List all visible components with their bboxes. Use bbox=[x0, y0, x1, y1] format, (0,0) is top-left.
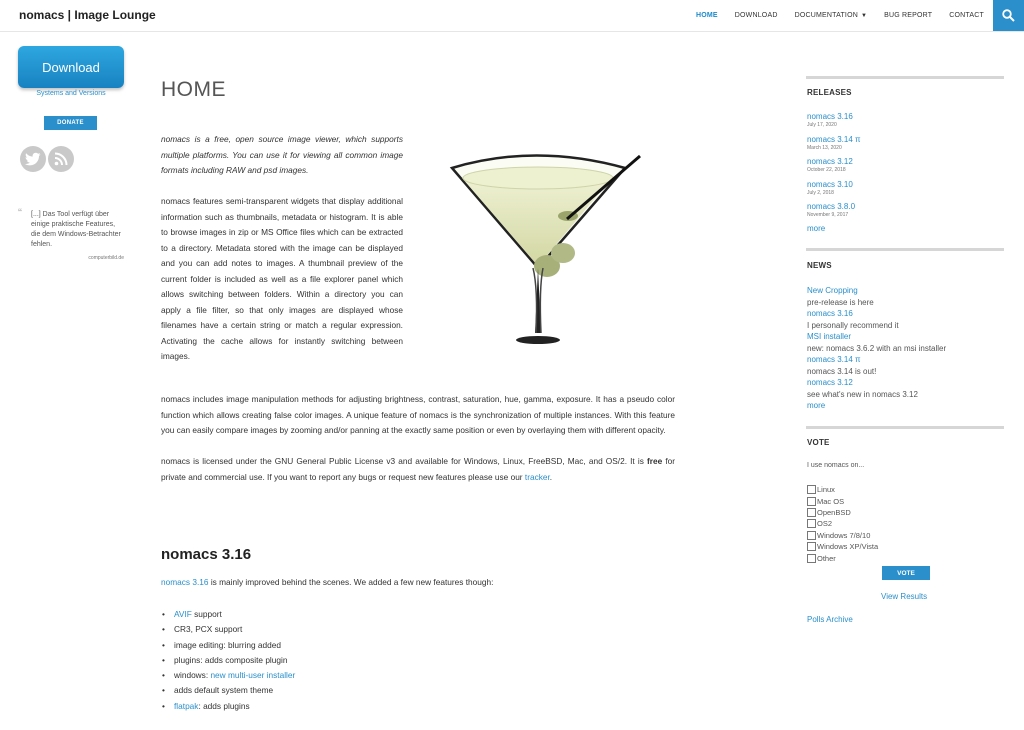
polls-archive-link[interactable]: Polls Archive bbox=[807, 615, 853, 624]
release-description: nomacs 3.16 is mainly improved behind the scenes. We added a few new features though: bbox=[161, 577, 494, 587]
main-nav bbox=[679, 0, 984, 31]
nav-download[interactable]: DOWNLOAD bbox=[734, 12, 778, 19]
top-bar bbox=[0, 0, 1024, 32]
martini-glass-image bbox=[440, 148, 650, 348]
news-item-link[interactable]: nomacs 3.14 π bbox=[807, 355, 861, 364]
vote-options bbox=[807, 484, 878, 564]
manipulation-paragraph: nomacs includes image manipulation methods for adjusting brightness, contrast, saturation, hue, gamma, exposure. It has a pseudo color function which allows creating false color images. A unique feature of nomacs is the synchronization of multiple instances. With this feature you can easily compare images by zooming and/or panning at the exactly same position or even by overlaying them with different opacity. bbox=[161, 394, 675, 435]
vote-option-windows-7-8-10[interactable]: Windows 7/8/10 bbox=[807, 530, 878, 541]
caret-down-icon: ▼ bbox=[860, 12, 868, 19]
release-item-link[interactable]: nomacs 3.10 bbox=[807, 179, 853, 189]
list-item: nomacs 3.10 July 2, 2018 bbox=[807, 179, 997, 202]
search-icon bbox=[1002, 9, 1015, 22]
list-item: nomacs 3.8.0 November 9, 2017 bbox=[807, 201, 997, 224]
releases-more-link[interactable]: more bbox=[807, 223, 826, 233]
nav-documentation[interactable]: DOCUMENTATION ▼ bbox=[794, 12, 868, 19]
list-item: • CR3, PCX support bbox=[161, 622, 295, 637]
checkbox[interactable] bbox=[807, 554, 816, 563]
nav-home[interactable]: HOME bbox=[695, 12, 718, 19]
search-button[interactable] bbox=[993, 0, 1024, 31]
news-item-link[interactable]: nomacs 3.12 bbox=[807, 378, 853, 387]
releases-title: RELEASES bbox=[807, 88, 852, 97]
page-title: HOME bbox=[161, 78, 226, 101]
systems-versions-link[interactable]: Systems and Versions bbox=[36, 90, 106, 97]
list-item: nomacs 3.12 October 22, 2018 bbox=[807, 156, 997, 179]
quote-text: [...] Das Tool verfügt über einige praktische Features, die dem Windows-Betrachter fehlen. bbox=[31, 211, 121, 248]
release-item-link[interactable]: nomacs 3.14 π bbox=[807, 134, 861, 144]
checkbox[interactable] bbox=[807, 531, 816, 540]
list-item: • AVIF support bbox=[161, 607, 295, 622]
list-item: nomacs 3.14 π March 13, 2020 bbox=[807, 134, 997, 157]
vote-question: I use nomacs on... bbox=[807, 462, 865, 469]
checkbox[interactable] bbox=[807, 519, 816, 528]
vote-option-macos[interactable]: Mac OS bbox=[807, 495, 878, 506]
feature-list bbox=[161, 607, 295, 714]
news-item-link[interactable]: nomacs 3.16 bbox=[807, 309, 853, 318]
vote-option-openbsd[interactable]: OpenBSD bbox=[807, 507, 878, 518]
vote-button[interactable]: VOTE bbox=[882, 566, 930, 580]
list-item: • plugins: adds composite plugin bbox=[161, 653, 295, 668]
rss-icon[interactable] bbox=[48, 146, 74, 172]
vote-option-windows-xp-vista[interactable]: Windows XP/Vista bbox=[807, 541, 878, 552]
vote-option-os2[interactable]: OS2 bbox=[807, 518, 878, 529]
donate-button[interactable]: DONATE bbox=[44, 116, 97, 130]
checkbox[interactable] bbox=[807, 508, 816, 517]
list-item: • adds default system theme bbox=[161, 683, 295, 698]
checkbox[interactable] bbox=[807, 542, 816, 551]
release-item-link[interactable]: nomacs 3.12 bbox=[807, 157, 853, 166]
release-heading: nomacs 3.16 bbox=[161, 546, 252, 563]
checkbox[interactable] bbox=[807, 485, 816, 494]
flatpak-link[interactable]: flatpak bbox=[174, 700, 199, 711]
twitter-icon[interactable] bbox=[20, 146, 46, 172]
news-item-link[interactable]: MSI installer bbox=[807, 332, 852, 341]
vote-option-other[interactable]: Other bbox=[807, 552, 878, 563]
quote-source: computerbild.de bbox=[88, 255, 124, 261]
avif-link[interactable]: AVIF bbox=[174, 609, 192, 619]
list-item: • windows: new multi-user installer bbox=[161, 668, 295, 683]
nav-bug-report[interactable]: BUG REPORT bbox=[884, 12, 933, 19]
quote-mark-icon: “ bbox=[18, 206, 22, 220]
release-item-link[interactable]: nomacs 3.16 bbox=[807, 112, 853, 121]
list-item: • flatpak: adds plugins bbox=[161, 699, 295, 714]
release-link[interactable]: nomacs 3.16 bbox=[161, 577, 209, 587]
releases-list bbox=[807, 111, 997, 234]
news-more-link[interactable]: more bbox=[807, 401, 826, 410]
testimonial-quote bbox=[18, 206, 124, 263]
vote-option-linux[interactable]: Linux bbox=[807, 484, 878, 495]
features-paragraph: nomacs features semi-transparent widgets that display additional information such as thumbnails, metadata or histogram. It is able to browse images in zip or MS Office files which can be extracted to a directory. Metadata stored with the image can be displayed and you can add notes to images. A thumbnail preview of the current folder is included as well as a file explorer panel which allows switching between folders. Within a directory you can apply a file filter, so that only images are displayed whose filenames have a certain string or match a regular expression. Activating the cache allows for instantly switching between images. bbox=[161, 196, 403, 361]
news-list: New Cropping pre-release is here nomacs 3.16 I personally recommend it MSI installer new: nomacs 3.6.2 with an msi installer nomacs 3.14 π nomacs 3.14 is out! nomacs 3.12 see what's new in nomacs 3.12 more bbox=[807, 285, 997, 412]
social-links bbox=[20, 146, 74, 172]
view-results-link[interactable]: View Results bbox=[881, 592, 928, 601]
download-button[interactable]: Download bbox=[18, 46, 124, 88]
release-item-link[interactable]: nomacs 3.8.0 bbox=[807, 202, 856, 211]
list-item: nomacs 3.16 July 17, 2020 bbox=[807, 111, 997, 134]
news-item-link[interactable]: New Cropping bbox=[807, 286, 858, 295]
tracker-link[interactable]: tracker bbox=[524, 471, 550, 482]
site-title[interactable]: nomacs | Image Lounge bbox=[19, 8, 156, 22]
list-item: • image editing: blurring added bbox=[161, 638, 295, 653]
news-title: NEWS bbox=[807, 261, 832, 270]
releases-divider bbox=[806, 76, 1004, 79]
license-paragraph: nomacs is licensed under the GNU General Public License v3 and available for Windows, Linux, FreeBSD, Mac, and OS/2. It is free for private and commercial use. If you want to report any bugs or request new features please use our tracker. bbox=[161, 456, 675, 482]
news-divider bbox=[806, 248, 1004, 251]
intro-paragraph: nomacs is a free, open source image viewer, which supports multiple platforms. You can use it for viewing all common image formats including RAW and psd images. bbox=[161, 134, 403, 175]
nav-contact[interactable]: CONTACT bbox=[949, 12, 984, 19]
vote-title: VOTE bbox=[807, 438, 830, 447]
installer-link[interactable]: new multi-user installer bbox=[210, 670, 296, 681]
checkbox[interactable] bbox=[807, 497, 816, 506]
vote-divider bbox=[806, 426, 1004, 429]
